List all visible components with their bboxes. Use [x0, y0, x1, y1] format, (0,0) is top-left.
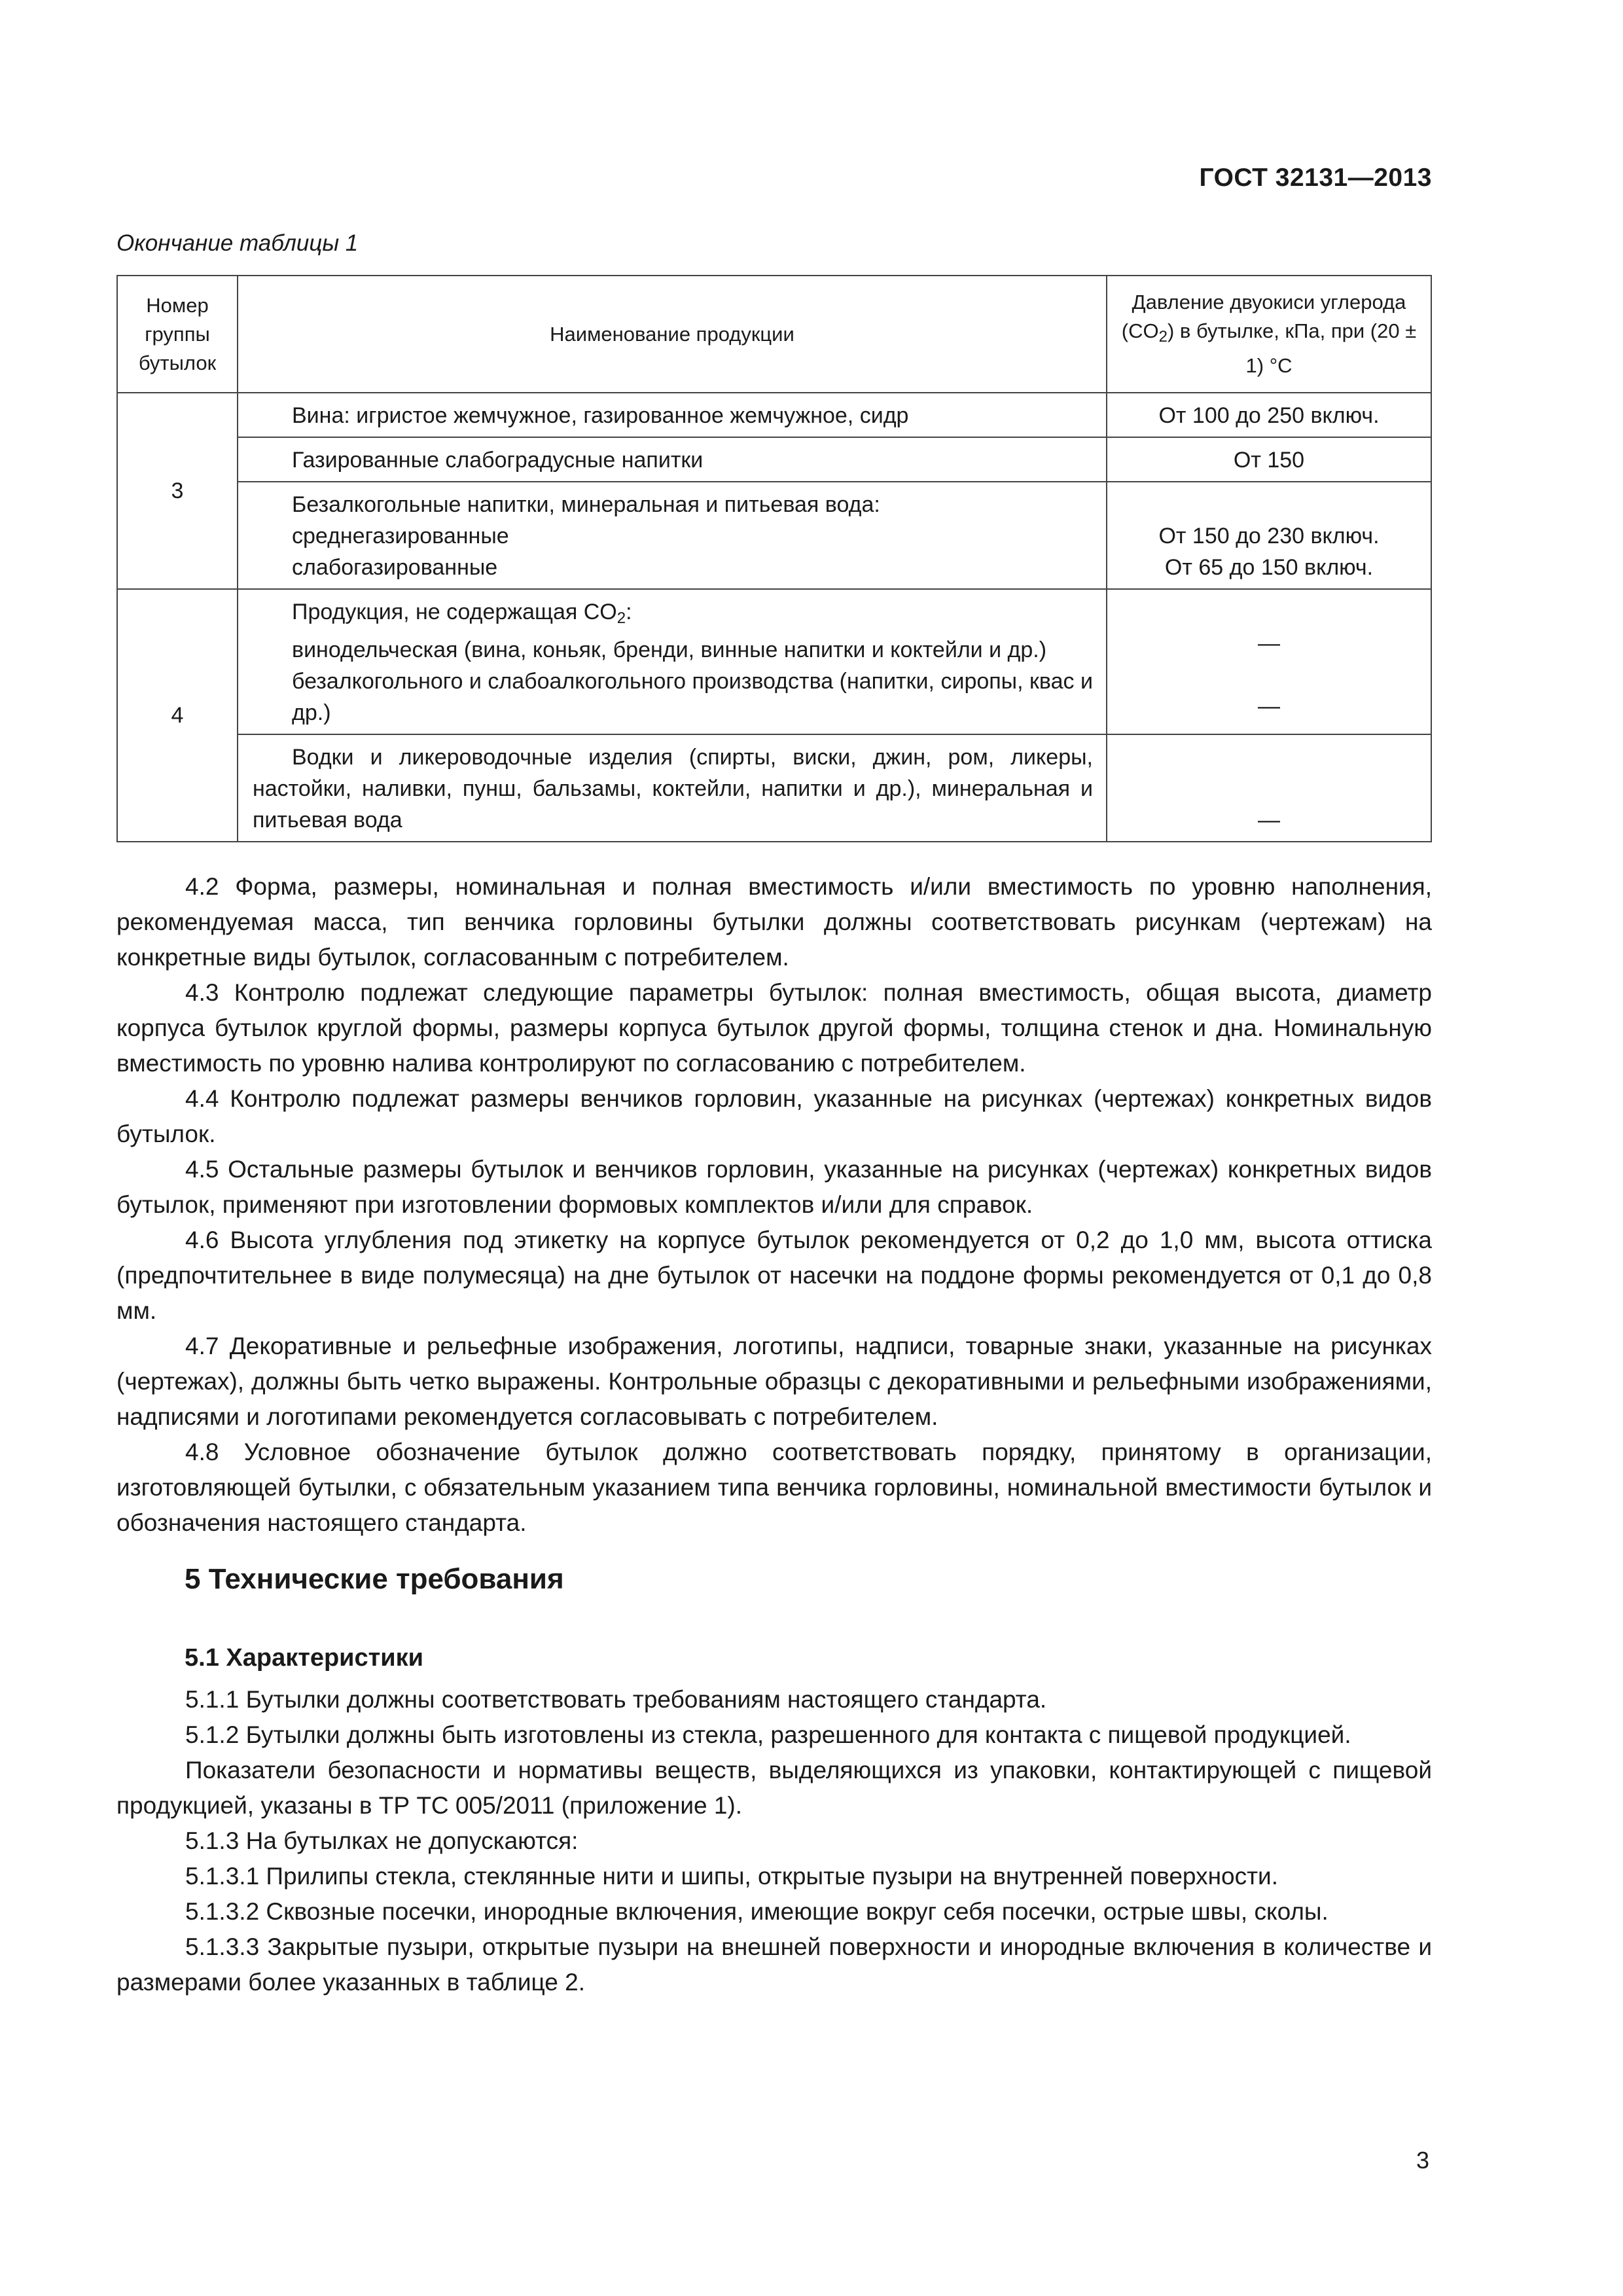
paragraph-4-4: 4.4 Контролю подлежат размеры венчиков горловин, указанные на рисунках (чертежах) конкретных видов бутылок.: [116, 1085, 1432, 1147]
product-name-suffix: :: [626, 600, 632, 624]
column-header-name: Наименование продукции: [238, 276, 1107, 393]
product-name: Безалкогольные напитки, минеральная и питьевая вода:: [292, 492, 880, 517]
pressure-header-prefix: Давление двуокиси углерода (CO: [1121, 291, 1406, 342]
table-row: [117, 393, 1431, 437]
pressure-value-cell: [1107, 482, 1431, 589]
product-name-prefix: Продукция, не содержащая CO: [292, 600, 617, 624]
product-subtype: винодельческая (вина, коньяк, бренди, винные напитки и коктейли и др.): [292, 637, 1047, 662]
product-name: Вина: игристое жемчужное, газированное жемчужное, сидр: [292, 403, 909, 428]
product-name-cell: [238, 437, 1107, 482]
section-5-paragraphs: [116, 1682, 1432, 2000]
product-name: Водки и ликероводочные изделия (спирты, виски, джин, ром, ликеры, настойки, наливки, пунш, бальзамы, коктейли, напитки и др.), минеральная и питьевая вода: [253, 745, 1093, 833]
paragraph-5-1-1: 5.1.1 Бутылки должны соответствовать требованиям настоящего стандарта.: [185, 1686, 1047, 1713]
pressure-header-subscript: 2: [1158, 328, 1168, 346]
pressure-value-cell: От 150: [1107, 437, 1431, 482]
product-name-cell: [238, 482, 1107, 589]
pressure-value: От 65 до 150 включ.: [1164, 555, 1374, 580]
column-header-group: Номер группы бутылок: [117, 276, 238, 393]
paragraph-5-1-3-2: 5.1.3.2 Сквозные посечки, инородные включения, имеющие вокруг себя посечки, острые швы, сколы.: [185, 1898, 1329, 1925]
paragraph-4-7: 4.7 Декоративные и рельефные изображения, логотипы, надписи, товарные знаки, указанные на рисунках (чертежах), должны быть четко выражены. Контрольные образцы с декоративными и рельефными изображениями, надписями и логотипами рекомендуется согласовывать с потребителем.: [116, 1333, 1432, 1430]
product-name-cell: [238, 393, 1107, 437]
paragraph-4-3: 4.3 Контролю подлежат следующие параметры бутылок: полная вместимость, общая высота, диаметр корпуса бутылок круглой формы, размеры корпуса бутылок другой формы, толщина стенок и дна. Номинальную вместимость по уровню налива контролируют по согласованию с потребителем.: [116, 979, 1432, 1077]
table-row: [117, 734, 1431, 842]
paragraph-5-1-2: 5.1.2 Бутылки должны быть изготовлены из стекла, разрешенного для контакта с пищевой продукцией.: [185, 1721, 1351, 1748]
product-name: Газированные слабоградусные напитки: [292, 448, 704, 473]
table-caption: Окончание таблицы 1: [116, 230, 359, 256]
page-number: 3: [1416, 2147, 1429, 2174]
paragraph-4-8: 4.8 Условное обозначение бутылок должно соответствовать порядку, принятому в организации, изготовляющей бутылки, с обязательным указанием типа венчика горловины, номинальной вместимости бутылок и обозначения настоящего стандарта.: [116, 1439, 1432, 1536]
subsection-5-1-heading: 5.1 Характеристики: [185, 1644, 424, 1672]
products-table: [116, 275, 1432, 842]
paragraph-4-6: 4.6 Высота углубления под этикетку на корпусе бутылок рекомендуется от 0,2 до 1,0 мм, высота оттиска (предпочтительнее в виде полумесяца) на дне бутылок от насечки на поддоне формы рекомендуется от 0,1 до 0,8 мм.: [116, 1227, 1432, 1324]
paragraph-4-2: 4.2 Форма, размеры, номинальная и полная вместимость и/или вместимость по уровню наполнения, рекомендуемая масса, тип венчика горловины бутылки должны соответствовать рисункам (чертежам) на конкретные виды бутылок, согласованным с потребителем.: [116, 873, 1432, 971]
product-subtype: среднегазированные: [292, 524, 509, 548]
table-header-row: [117, 276, 1431, 393]
co2-subscript: 2: [616, 609, 626, 627]
dash-value: —: [1258, 631, 1280, 656]
section-5-heading: 5 Технические требования: [185, 1563, 564, 1595]
product-name: [253, 596, 1093, 634]
product-subtype: слабогазированные: [292, 555, 498, 580]
product-name-cell: [238, 589, 1107, 734]
paragraph-5-1-3-3: 5.1.3.3 Закрытые пузыри, открытые пузыри на внешней поверхности и инородные включения в количестве и размерами более указанных в таблице 2.: [116, 1933, 1432, 1996]
dash-value: —: [1258, 694, 1280, 719]
pressure-value-cell: [1107, 589, 1431, 734]
pressure-value-cell: —: [1107, 734, 1431, 842]
pressure-value: От 150 до 230 включ.: [1158, 524, 1380, 548]
section-4-paragraphs: [116, 869, 1432, 1541]
column-header-pressure: [1107, 276, 1431, 393]
table-row: [117, 437, 1431, 482]
table-row: [117, 482, 1431, 589]
group-number-cell: 3: [117, 393, 238, 589]
pressure-value-cell: От 100 до 250 включ.: [1107, 393, 1431, 437]
document-code: ГОСТ 32131—2013: [1199, 164, 1432, 192]
paragraph-5-1-3-1: 5.1.3.1 Прилипы стекла, стеклянные нити и шипы, открытые пузыри на внутренней поверхности.: [185, 1863, 1278, 1890]
paragraph-5-1-3: 5.1.3 На бутылках не допускаются:: [185, 1827, 579, 1854]
table-row: [117, 589, 1431, 734]
product-name-cell: [238, 734, 1107, 842]
group-number-cell: 4: [117, 589, 238, 842]
pressure-header-suffix: ) в бутылке, кПа, при (20 ± 1) °C: [1167, 319, 1417, 377]
paragraph-4-5: 4.5 Остальные размеры бутылок и венчиков горловин, указанные на рисунках (чертежах) конкретных видов бутылок, применяют при изготовлении формовых комплектов и/или для справок.: [116, 1156, 1432, 1218]
paragraph-safety: Показатели безопасности и нормативы веществ, выделяющихся из упаковки, контактирующей с пищевой продукцией, указаны в ТР ТС 005/2011 (приложение 1).: [116, 1757, 1432, 1819]
product-subtype: безалкогольного и слабоалкогольного производства (напитки, сиропы, квас и др.): [292, 669, 1093, 725]
